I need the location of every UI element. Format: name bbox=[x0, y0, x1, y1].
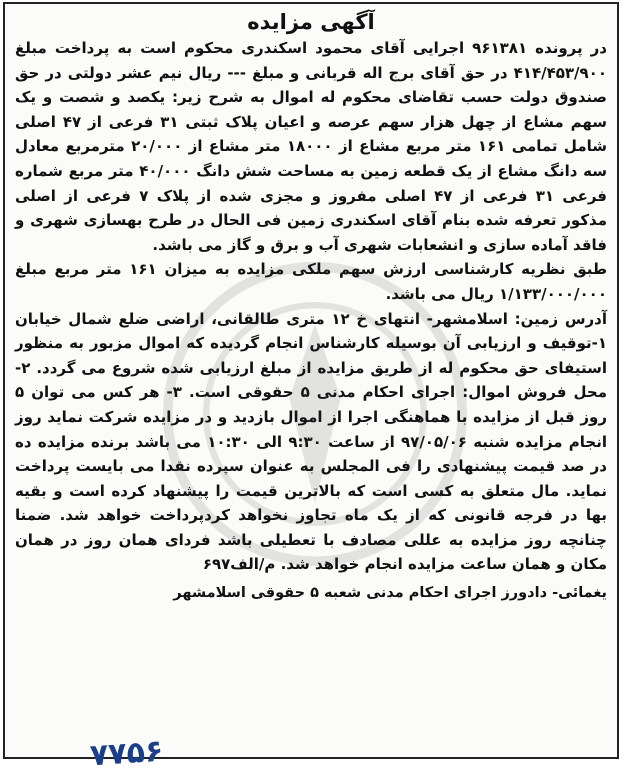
case-description-paragraph: در پرونده ۹۶۱۳۸۱ اجرایی آقای محمود اسکندری محکوم است به پرداخت مبلغ ۴۱۴/۴۵۳/۹۰۰ در حق آقای برج اله قربانی و مبلغ --- ریال نیم عشر دولتی در حق صندوق دولت حسب تقاضای محکوم له اموال به شرح زیر: یکصد و شصت و یک سهم مشاع از چهل هزار سهم عرصه و اعیان پلاک ثبتی ۳۱ فرعی از ۴۷ اصلی شامل تمامی ۱۶۱ متر مربع مشاع از ۱۸۰۰۰ متر مشاع از ۲۰/۰۰۰ مترمربع معادل سه دانگ مشاع از یک قطعه زمین به مساحت شش دانگ ۴۰/۰۰۰ متر مربع شماره فرعی ۳۱ فرعی از ۴۷ اصلی مفروز و مجزی شده از پلاک ۷ فرعی از اصلی مذکور تعرفه شده بنام آقای اسکندری زمین فی الحال در طرح بهسازی شهری و فاقد آماده سازی و انشعابات شهری آب و برق و گاز می باشد. bbox=[15, 39, 608, 254]
handwritten-number: ۷۷۵۶ bbox=[88, 733, 165, 774]
signature-line: یغمائی- دادورز اجرای احکام مدنی شعبه ۵ حقوقی اسلامشهر bbox=[173, 585, 607, 602]
address-and-terms-paragraph: آدرس زمین: اسلامشهر- انتهای خ ۱۲ متری طالقانی، اراضی ضلع شمال خیابان ۱-توقیف و ارزیابی آن بوسیله کارشناس انجام گردیده که اموال مزبور به منظور استیفای حق محکوم له از طریق مزایده از مبلغ ارزیابی شده شروع می گردد. ۲- محل فروش اموال: اجرای احکام مدنی ۵ حقوقی است. ۳- هر کس می توان ۵ روز قبل از مزایده با هماهنگی اجرا از اموال بازدید و در مزایده شرکت نماید روز انجام مزایده شنبه ۹۷/۰۵/۰۶ از ساعت ۹:۳۰ الی ۱۰:۳۰ می باشد برنده مزایده ده در صد قیمت پیشنهادی را فی المجلس به عنوان سپرده نقدا می بایست پرداخت نماید. مال متعلق به کسی است که بالاترین قیمت را پیشنهاد کرده است و بقیه بها در فرجه قانونی که از یک ماه تجاوز نخواهد کردپرداخت خواهد شد. ضمنا چنانچه روز مزایده به عللی مصادف با تعطیلی باشد فردای همان روز در همان مکان و همان ساعت مزایده انجام خواهد شد. م/الف۶۹۷ bbox=[15, 309, 608, 574]
auction-notice bbox=[3, 2, 619, 759]
notice-title: آگهی مزایده bbox=[247, 10, 375, 34]
appraisal-paragraph: طبق نظریه کارشناسی ارزش سهم ملکی مزایده به میزان ۱۶۱ متر مربع مبلغ ۱/۱۳۳/۰۰۰/۰۰۰ ریال می باشد. bbox=[15, 260, 607, 303]
